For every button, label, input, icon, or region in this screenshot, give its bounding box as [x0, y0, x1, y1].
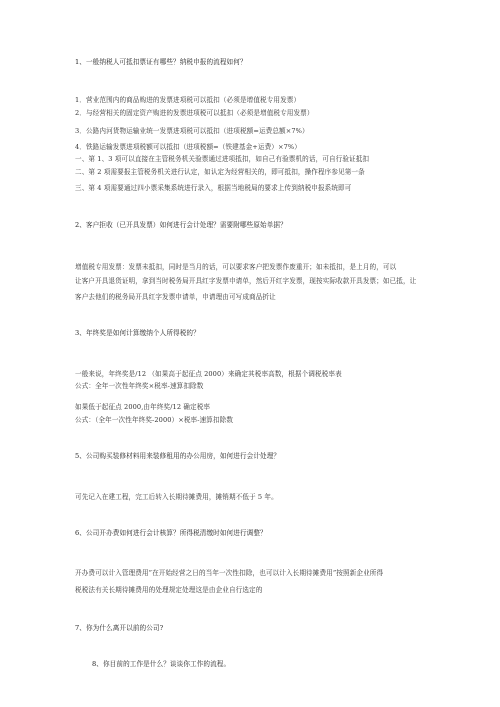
- list-item: 3．公路内河货物运输业统一发票进项税可以抵扣（进项税额=运费总额×7%）: [75, 127, 309, 135]
- paragraph-line: 如果低于起征点 2000,由年终奖/12 确定税率: [75, 403, 211, 411]
- paragraph-line: 二、第 2 项需要报主管税务机关进行认定，如认定为经营相关的，即可抵扣，操作程序参见第一条: [75, 168, 365, 176]
- list-item: 2．与经营相关的固定资产购进的发票进项税可以抵扣（必须是增值税专用发票）: [75, 109, 314, 117]
- paragraph-line: 增值税专用发票：发票未抵扣，同时是当月的话，可以要求客户把发票作废重开；如未抵扣，是上月的，可以: [75, 263, 397, 271]
- list-item: 4．铁路运输发票进项税额可以抵扣（进项税额=（铁建基金+运费）×7%）: [75, 143, 301, 151]
- paragraph-line: 税税法有关长期待摊费用的处理规定处理这是由企业自行选定的: [75, 586, 263, 594]
- question-heading: 5、公司购买装修材料用来装修租用的办公用房，如何进行会计处理？: [75, 452, 281, 460]
- formula-line: 公式：（全年一次性年终奖-2000）×税率-速算扣除数: [75, 416, 234, 424]
- question-heading: 1、一般纳税人可抵扣票证有哪些？纳税申报的流程如何？: [75, 58, 247, 66]
- question-heading: 3、年终奖是如何计算缴纳个人所得税的？: [75, 329, 200, 337]
- question-heading: 6、公司开办费如何进行会计核算？所得税清缴时如何进行调整？: [75, 529, 267, 537]
- question-heading: 7、你为什么离开以前的公司?: [75, 624, 164, 632]
- paragraph-line: 三、第 4 项需要通过四小票采集系统进行录入，根据当地税局的要求上传到纳税申报系统即可: [75, 184, 352, 192]
- formula-line: 公式：全年一次性年终奖×税率-速算扣除数: [75, 382, 204, 390]
- paragraph-line: 开办费可以计入管理费用”在开始经营之日的当年一次性扣除，也可以计入长期待摊费用”按照新企业所得: [75, 569, 384, 577]
- paragraph-line: 一般来说，年终奖是/12 （如果高于起征点 2000）来确定其税率高数，根据个调税税率表: [75, 370, 342, 378]
- question-heading: 8、你目前的工作是什么？谈谈你工作的流程。: [92, 660, 231, 668]
- paragraph-line: 可先记入在建工程，完工后转入长期待摊费用，摊销期不低于 5 年。: [75, 493, 278, 501]
- paragraph-line: 客户去他们的税务局开具红字发票申请单，申请理由可写成商品折让: [75, 293, 276, 301]
- list-item: 1．营业范围内的商品购进的发票进项税可以抵扣（必须是增值税专用发票）: [75, 96, 301, 104]
- paragraph-line: 一、第 1、3 项可以直接在主管税务机关验票通过进项抵扣，如自己有验票机的话，可自行验证抵扣: [75, 155, 370, 163]
- question-heading: 2、客户拒收（已开具发票）如何进行会计处理？需要附哪些原始单据？: [75, 221, 287, 229]
- paragraph-line: 让客户开具退货证明，拿到当时税务局开具红字发票申请单，然后开红字发票，现按实际收款开具发票；如已抵，让: [75, 277, 417, 285]
